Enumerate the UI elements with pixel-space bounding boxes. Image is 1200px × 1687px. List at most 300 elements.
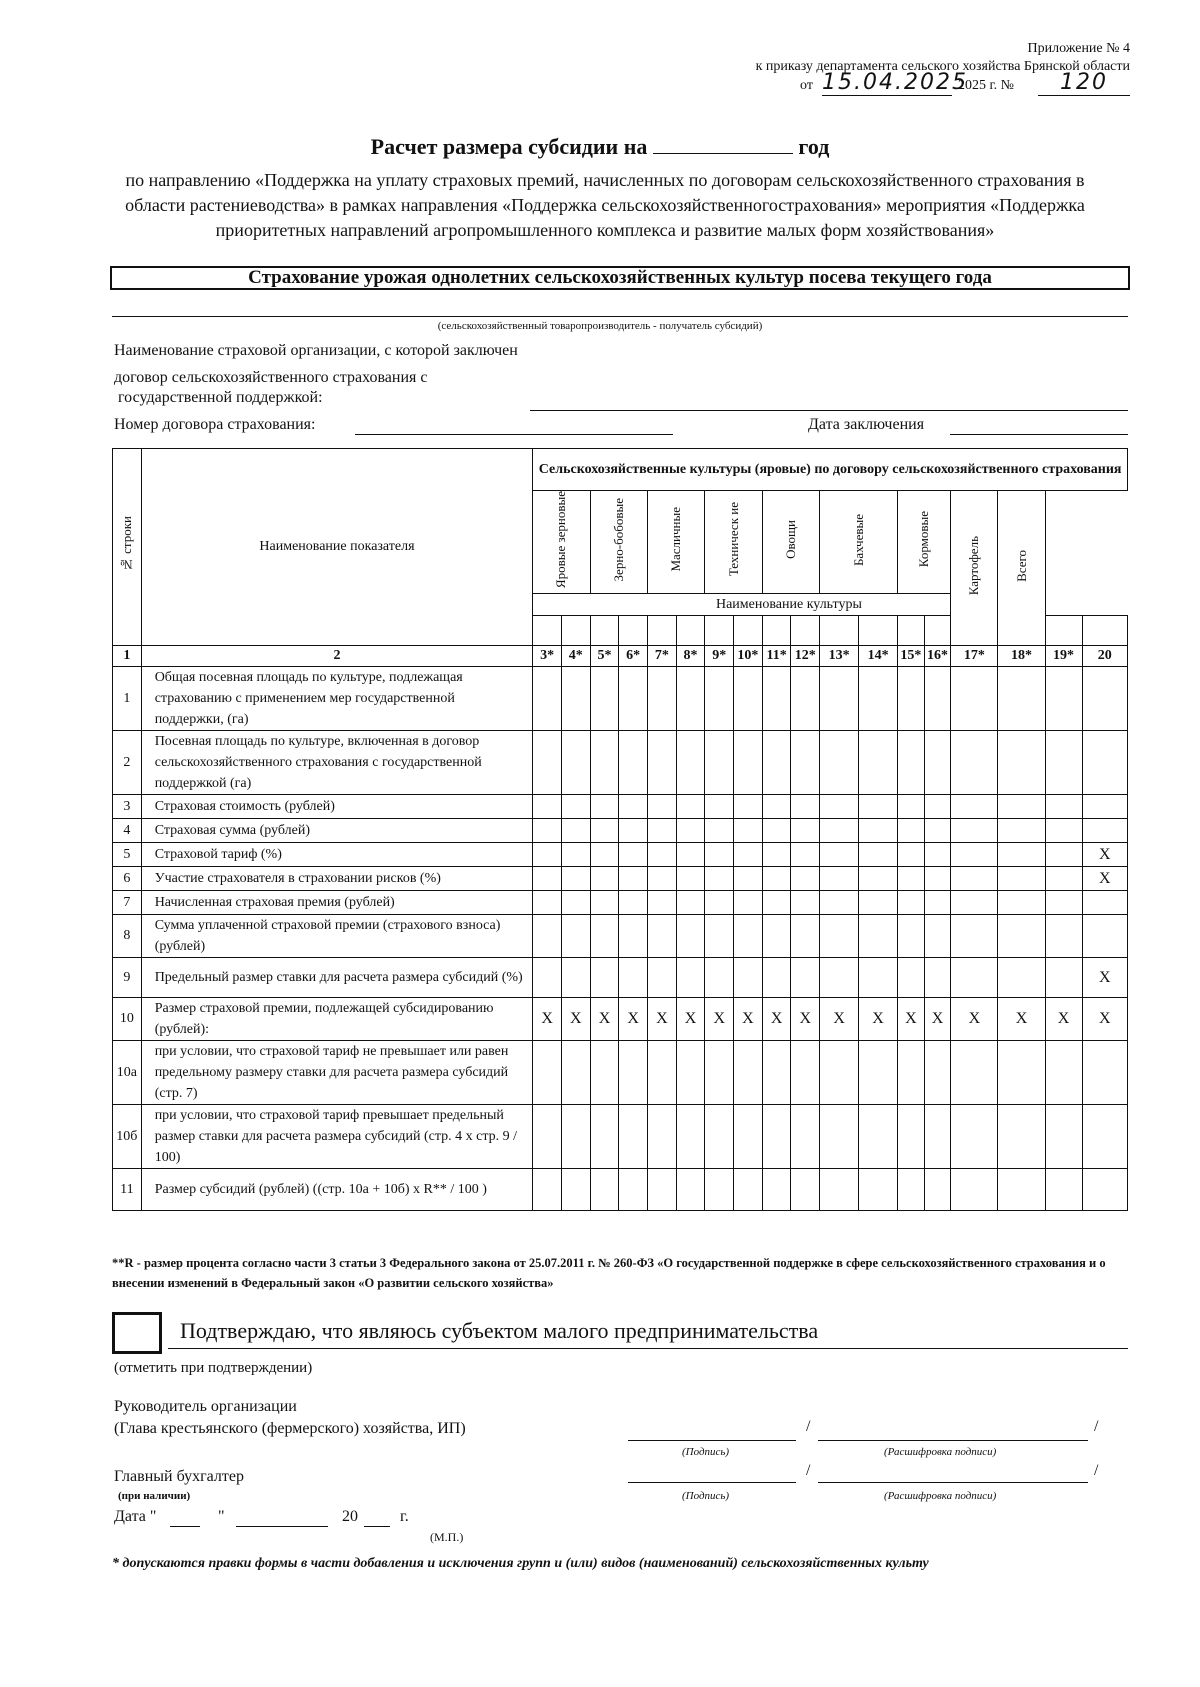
indicator-label: Начисленная страховая премия (рублей) [141, 891, 533, 915]
value-cell[interactable] [734, 958, 763, 998]
column-number-cell: 13* [820, 646, 859, 667]
value-cell[interactable] [924, 958, 951, 998]
value-cell[interactable] [590, 731, 619, 795]
value-cell[interactable] [820, 843, 859, 867]
value-cell[interactable] [820, 731, 859, 795]
value-cell[interactable] [734, 1169, 763, 1211]
value-cell[interactable] [590, 1105, 619, 1169]
value-cell[interactable] [859, 843, 898, 867]
total-cell[interactable] [1082, 1105, 1128, 1169]
value-cell[interactable] [924, 819, 951, 843]
value-cell[interactable] [898, 958, 925, 998]
value-cell[interactable] [998, 819, 1045, 843]
crop-name-cell[interactable] [820, 616, 859, 646]
row-number: 7 [113, 891, 142, 915]
value-cell[interactable] [791, 795, 820, 819]
value-cell[interactable] [820, 1041, 859, 1105]
total-cell[interactable] [1082, 731, 1128, 795]
value-cell[interactable] [561, 958, 590, 998]
value-cell[interactable] [820, 867, 859, 891]
value-cell[interactable] [676, 915, 705, 958]
value-cell[interactable] [734, 915, 763, 958]
value-cell[interactable] [998, 667, 1045, 731]
value-cell[interactable] [705, 915, 734, 958]
value-cell[interactable] [676, 667, 705, 731]
value-cell[interactable] [998, 843, 1045, 867]
value-cell[interactable] [705, 843, 734, 867]
value-cell[interactable] [590, 867, 619, 891]
value-cell[interactable] [951, 795, 998, 819]
year-blank[interactable] [653, 135, 793, 154]
value-cell[interactable] [1045, 731, 1082, 795]
value-cell[interactable] [924, 1105, 951, 1169]
value-cell[interactable] [898, 1041, 925, 1105]
value-cell[interactable] [859, 1169, 898, 1211]
column-number-cell: 14* [859, 646, 898, 667]
value-cell[interactable] [648, 891, 677, 915]
value-cell[interactable] [619, 843, 648, 867]
value-cell[interactable] [859, 1105, 898, 1169]
crop-name-cell[interactable] [762, 616, 791, 646]
value-cell[interactable] [924, 1041, 951, 1105]
crop-name-cell[interactable] [705, 616, 734, 646]
value-cell[interactable] [1045, 891, 1082, 915]
value-cell[interactable] [898, 819, 925, 843]
value-cell[interactable] [561, 1105, 590, 1169]
value-cell[interactable] [820, 819, 859, 843]
crop-group-fodder: Кормовые [898, 491, 951, 594]
value-cell[interactable] [533, 667, 562, 731]
value-cell[interactable] [951, 843, 998, 867]
value-cell[interactable] [533, 1041, 562, 1105]
row-number: 6 [113, 867, 142, 891]
value-cell[interactable] [676, 891, 705, 915]
value-cell[interactable] [734, 843, 763, 867]
total-cell[interactable] [1082, 1169, 1128, 1211]
value-cell[interactable] [951, 667, 998, 731]
value-cell[interactable] [1045, 795, 1082, 819]
crop-name-cell[interactable] [619, 616, 648, 646]
accountant-label: Главный бухгалтер [114, 1468, 244, 1485]
row-number: 5 [113, 843, 142, 867]
value-cell[interactable] [924, 915, 951, 958]
value-cell[interactable] [762, 1105, 791, 1169]
date-month-field[interactable] [236, 1512, 328, 1527]
value-cell[interactable] [533, 819, 562, 843]
value-cell[interactable] [561, 867, 590, 891]
value-cell[interactable] [859, 1041, 898, 1105]
value-cell[interactable] [590, 891, 619, 915]
value-cell[interactable] [859, 891, 898, 915]
value-cell[interactable] [648, 843, 677, 867]
row-number: 8 [113, 915, 142, 958]
value-cell[interactable] [762, 891, 791, 915]
col-row-no-header: № строки [113, 449, 142, 646]
value-cell[interactable] [590, 958, 619, 998]
value-cell[interactable] [590, 843, 619, 867]
value-cell[interactable] [791, 843, 820, 867]
value-cell[interactable] [998, 891, 1045, 915]
value-cell[interactable] [1045, 843, 1082, 867]
recipient-line[interactable] [112, 310, 1128, 317]
accountant-signature-field[interactable] [628, 1468, 796, 1483]
value-cell[interactable] [951, 867, 998, 891]
crop-name-cell[interactable] [590, 616, 619, 646]
indicator-label: Страховая сумма (рублей) [141, 819, 533, 843]
column-number-cell: 3* [533, 646, 562, 667]
column-number-cell: 17* [951, 646, 998, 667]
value-cell[interactable] [998, 958, 1045, 998]
value-cell[interactable] [676, 843, 705, 867]
date-day-field[interactable] [170, 1512, 200, 1527]
order-year: 2025 г. № [958, 78, 1015, 93]
insurer-label-3: государственной поддержкой: [118, 389, 323, 406]
value-cell[interactable] [924, 867, 951, 891]
value-cell[interactable] [791, 958, 820, 998]
small-business-checkbox[interactable] [112, 1312, 162, 1354]
value-cell[interactable] [998, 795, 1045, 819]
value-cell[interactable] [998, 867, 1045, 891]
value-cell[interactable] [762, 843, 791, 867]
value-cell[interactable] [705, 667, 734, 731]
head-decode-field[interactable] [818, 1426, 1088, 1441]
table-row [113, 1105, 1128, 1169]
value-cell[interactable] [898, 667, 925, 731]
value-cell[interactable] [762, 867, 791, 891]
value-cell[interactable] [1045, 1105, 1082, 1169]
column-numbers-row [113, 646, 1128, 667]
value-cell[interactable] [734, 867, 763, 891]
column-number-cell: 10* [734, 646, 763, 667]
value-cell[interactable] [734, 819, 763, 843]
value-cell[interactable] [619, 795, 648, 819]
value-cell[interactable] [898, 915, 925, 958]
value-cell[interactable] [533, 915, 562, 958]
value-cell[interactable] [561, 915, 590, 958]
value-cell[interactable] [951, 819, 998, 843]
value-cell[interactable] [533, 795, 562, 819]
table-row [113, 843, 1128, 867]
value-cell[interactable] [762, 1169, 791, 1211]
value-cell[interactable] [619, 867, 648, 891]
value-cell[interactable] [705, 958, 734, 998]
value-cell[interactable] [820, 667, 859, 731]
value-cell[interactable] [676, 1169, 705, 1211]
value-cell[interactable] [705, 891, 734, 915]
column-number-cell: 11* [762, 646, 791, 667]
head-signature-field[interactable] [628, 1426, 796, 1441]
insurer-label-2: договор сельскохозяйственного страхования с [114, 369, 428, 386]
table-row [113, 819, 1128, 843]
order-reference: к приказу департамента сельского хозяйства Брянской области [755, 59, 1130, 74]
value-cell[interactable] [898, 795, 925, 819]
value-cell[interactable] [762, 1041, 791, 1105]
value-cell[interactable] [820, 1169, 859, 1211]
value-cell[interactable] [705, 1105, 734, 1169]
value-cell[interactable] [648, 1169, 677, 1211]
table-row [113, 915, 1128, 958]
value-cell[interactable] [998, 731, 1045, 795]
value-cell[interactable] [859, 731, 898, 795]
value-cell[interactable] [762, 731, 791, 795]
indicator-label: Страховой тариф (%) [141, 843, 533, 867]
crop-name-cell[interactable] [859, 616, 898, 646]
value-cell[interactable] [676, 795, 705, 819]
value-cell[interactable] [762, 667, 791, 731]
value-cell[interactable] [676, 1105, 705, 1169]
value-cell[interactable] [561, 731, 590, 795]
row-number: 11 [113, 1169, 142, 1211]
value-cell[interactable] [705, 867, 734, 891]
total-cell[interactable] [1082, 795, 1128, 819]
value-cell[interactable] [676, 958, 705, 998]
value-cell[interactable] [1045, 867, 1082, 891]
value-cell[interactable] [648, 819, 677, 843]
value-cell[interactable] [859, 667, 898, 731]
value-cell[interactable] [898, 1105, 925, 1169]
value-cell[interactable] [734, 1105, 763, 1169]
value-cell[interactable] [924, 667, 951, 731]
value-cell[interactable] [951, 731, 998, 795]
value-cell[interactable] [951, 1105, 998, 1169]
value-cell[interactable] [1045, 915, 1082, 958]
value-cell[interactable] [820, 958, 859, 998]
value-cell[interactable] [924, 891, 951, 915]
total-cell[interactable] [1082, 915, 1128, 958]
date-year-field[interactable] [364, 1512, 390, 1527]
value-cell[interactable] [898, 731, 925, 795]
value-cell[interactable] [951, 958, 998, 998]
value-cell[interactable] [619, 891, 648, 915]
value-cell[interactable] [619, 1169, 648, 1211]
value-cell[interactable] [791, 1105, 820, 1169]
value-cell[interactable] [924, 731, 951, 795]
row-number: 10а [113, 1041, 142, 1105]
insurer-label-1: Наименование страховой организации, с которой заключен [114, 342, 518, 359]
recipient-caption: (сельскохозяйственный товаропроизводитель - получатель субсидий) [437, 320, 763, 332]
value-cell[interactable] [590, 915, 619, 958]
value-cell[interactable] [820, 915, 859, 958]
contract-number-field[interactable] [355, 420, 673, 435]
crop-name-cell[interactable] [648, 616, 677, 646]
insurer-field[interactable] [530, 396, 1128, 411]
value-cell[interactable] [533, 1169, 562, 1211]
total-cell[interactable] [1082, 819, 1128, 843]
x-mark: X [734, 998, 763, 1041]
value-cell[interactable] [590, 1041, 619, 1105]
value-cell[interactable] [951, 1041, 998, 1105]
value-cell[interactable] [590, 667, 619, 731]
value-cell[interactable] [734, 795, 763, 819]
crop-name-cell[interactable] [561, 616, 590, 646]
column-number-cell: 16* [924, 646, 951, 667]
confirm-underline [168, 1346, 1128, 1349]
col-total-header: Всего [998, 491, 1045, 646]
value-cell[interactable] [648, 731, 677, 795]
value-cell[interactable] [859, 958, 898, 998]
value-cell[interactable] [590, 819, 619, 843]
value-cell[interactable] [533, 891, 562, 915]
value-cell[interactable] [561, 891, 590, 915]
value-cell[interactable] [762, 819, 791, 843]
total-cell[interactable] [1082, 667, 1128, 731]
crop-group-potato: Картофель [951, 491, 998, 646]
accountant-decode-field[interactable] [818, 1468, 1088, 1483]
crop-name-cell[interactable] [791, 616, 820, 646]
head-signature-caption: (Подпись) [682, 1446, 730, 1458]
value-cell[interactable] [898, 1169, 925, 1211]
value-cell[interactable] [859, 819, 898, 843]
value-cell[interactable] [561, 1041, 590, 1105]
crop-name-cell[interactable] [924, 616, 951, 646]
row-number: 1 [113, 667, 142, 731]
total-cell[interactable] [1082, 891, 1128, 915]
value-cell[interactable] [1045, 1169, 1082, 1211]
value-cell[interactable] [1045, 819, 1082, 843]
value-cell[interactable] [648, 795, 677, 819]
crop-group-spring-grain: Яровые зерновые [533, 491, 590, 594]
value-cell[interactable] [791, 667, 820, 731]
value-cell[interactable] [533, 1105, 562, 1169]
accountant-slash-2: / [1094, 1462, 1099, 1479]
table-row [113, 998, 1128, 1041]
value-cell[interactable] [561, 819, 590, 843]
crop-name-cell[interactable] [1082, 616, 1128, 646]
footnote: **R - размер процента согласно части 3 статьи 3 Федерального закона от 25.07.2011 г. № 260-ФЗ «О государственной поддержке в сфере сельскохозяйственного страхования и о внесении изменений в Федеральный закон «О развитии сельского хозяйства» [112, 1256, 1106, 1290]
value-cell[interactable] [791, 1169, 820, 1211]
crop-name-header: Наименование культуры [533, 594, 1045, 616]
value-cell[interactable] [859, 867, 898, 891]
value-cell[interactable] [619, 731, 648, 795]
boxed-title: Страхование урожая однолетних сельскохозяйственных культур посева текущего года [110, 266, 1130, 290]
value-cell[interactable] [998, 915, 1045, 958]
value-cell[interactable] [791, 867, 820, 891]
value-cell[interactable] [590, 1169, 619, 1211]
value-cell[interactable] [820, 1105, 859, 1169]
value-cell[interactable] [791, 819, 820, 843]
value-cell[interactable] [734, 731, 763, 795]
value-cell[interactable] [951, 891, 998, 915]
value-cell[interactable] [533, 843, 562, 867]
value-cell[interactable] [619, 1041, 648, 1105]
crop-name-cell[interactable] [533, 616, 562, 646]
value-cell[interactable] [791, 731, 820, 795]
value-cell[interactable] [590, 795, 619, 819]
value-cell[interactable] [705, 731, 734, 795]
value-cell[interactable] [734, 1041, 763, 1105]
crop-name-cell[interactable] [1045, 616, 1082, 646]
accountant-slash-1: / [806, 1462, 811, 1479]
crop-group-legumes: Зерно-бобовые [590, 491, 647, 594]
value-cell[interactable] [734, 667, 763, 731]
value-cell[interactable] [676, 867, 705, 891]
value-cell[interactable] [998, 1041, 1045, 1105]
value-cell[interactable] [998, 1105, 1045, 1169]
value-cell[interactable] [898, 843, 925, 867]
x-mark: X [820, 998, 859, 1041]
value-cell[interactable] [619, 667, 648, 731]
value-cell[interactable] [998, 1169, 1045, 1211]
value-cell[interactable] [1045, 958, 1082, 998]
value-cell[interactable] [561, 667, 590, 731]
value-cell[interactable] [676, 731, 705, 795]
crop-group-vegetables: Овощи [762, 491, 819, 594]
total-cell[interactable] [1082, 1041, 1128, 1105]
value-cell[interactable] [924, 1169, 951, 1211]
value-cell[interactable] [648, 958, 677, 998]
value-cell[interactable] [561, 795, 590, 819]
value-cell[interactable] [859, 915, 898, 958]
value-cell[interactable] [762, 795, 791, 819]
value-cell[interactable] [951, 915, 998, 958]
description: по направлению «Поддержка на уплату страховых премий, начисленных по договорам сельскохозяйственного страхования в области растениеводства» в рамках направления «Поддержка сельскохозяйственногострахования» мероприятия «Поддержка приоритетных направлений агропромышленного комплекса и развитие малых форм хозяйствования» [125, 170, 1085, 240]
value-cell[interactable] [533, 867, 562, 891]
value-cell[interactable] [859, 795, 898, 819]
crop-group-melons: Бахчевые [820, 491, 898, 594]
contract-date-field[interactable] [950, 420, 1128, 435]
value-cell[interactable] [648, 1105, 677, 1169]
value-cell[interactable] [791, 891, 820, 915]
value-cell[interactable] [791, 915, 820, 958]
value-cell[interactable] [648, 915, 677, 958]
value-cell[interactable] [705, 819, 734, 843]
value-cell[interactable] [924, 795, 951, 819]
value-cell[interactable] [533, 958, 562, 998]
column-number-cell: 8* [676, 646, 705, 667]
x-mark: X [1082, 958, 1128, 998]
value-cell[interactable] [676, 819, 705, 843]
value-cell[interactable] [705, 795, 734, 819]
value-cell[interactable] [762, 958, 791, 998]
value-cell[interactable] [619, 958, 648, 998]
value-cell[interactable] [561, 1169, 590, 1211]
value-cell[interactable] [734, 891, 763, 915]
accountant-decode-caption: (Расшифровка подписи) [884, 1490, 997, 1502]
value-cell[interactable] [676, 1041, 705, 1105]
value-cell[interactable] [648, 867, 677, 891]
table-row [113, 958, 1128, 998]
value-cell[interactable] [561, 843, 590, 867]
value-cell[interactable] [619, 1105, 648, 1169]
value-cell[interactable] [791, 1041, 820, 1105]
crop-name-cell[interactable] [734, 616, 763, 646]
value-cell[interactable] [898, 867, 925, 891]
value-cell[interactable] [951, 1169, 998, 1211]
value-cell[interactable] [762, 915, 791, 958]
value-cell[interactable] [820, 891, 859, 915]
value-cell[interactable] [619, 915, 648, 958]
x-mark: X [1045, 998, 1082, 1041]
crop-group-oilseeds: Масличные [648, 491, 705, 594]
row-number: 9 [113, 958, 142, 998]
value-cell[interactable] [533, 731, 562, 795]
value-cell[interactable] [619, 819, 648, 843]
crop-name-cell[interactable] [676, 616, 705, 646]
value-cell[interactable] [1045, 1041, 1082, 1105]
crop-name-cell[interactable] [898, 616, 925, 646]
value-cell[interactable] [705, 1169, 734, 1211]
page-title [0, 134, 1200, 160]
value-cell[interactable] [820, 795, 859, 819]
value-cell[interactable] [1045, 667, 1082, 731]
value-cell[interactable] [924, 843, 951, 867]
x-mark: X [1082, 998, 1128, 1041]
date-quote: " [218, 1508, 225, 1525]
value-cell[interactable] [648, 1041, 677, 1105]
value-cell[interactable] [705, 1041, 734, 1105]
value-cell[interactable] [898, 891, 925, 915]
value-cell[interactable] [648, 667, 677, 731]
